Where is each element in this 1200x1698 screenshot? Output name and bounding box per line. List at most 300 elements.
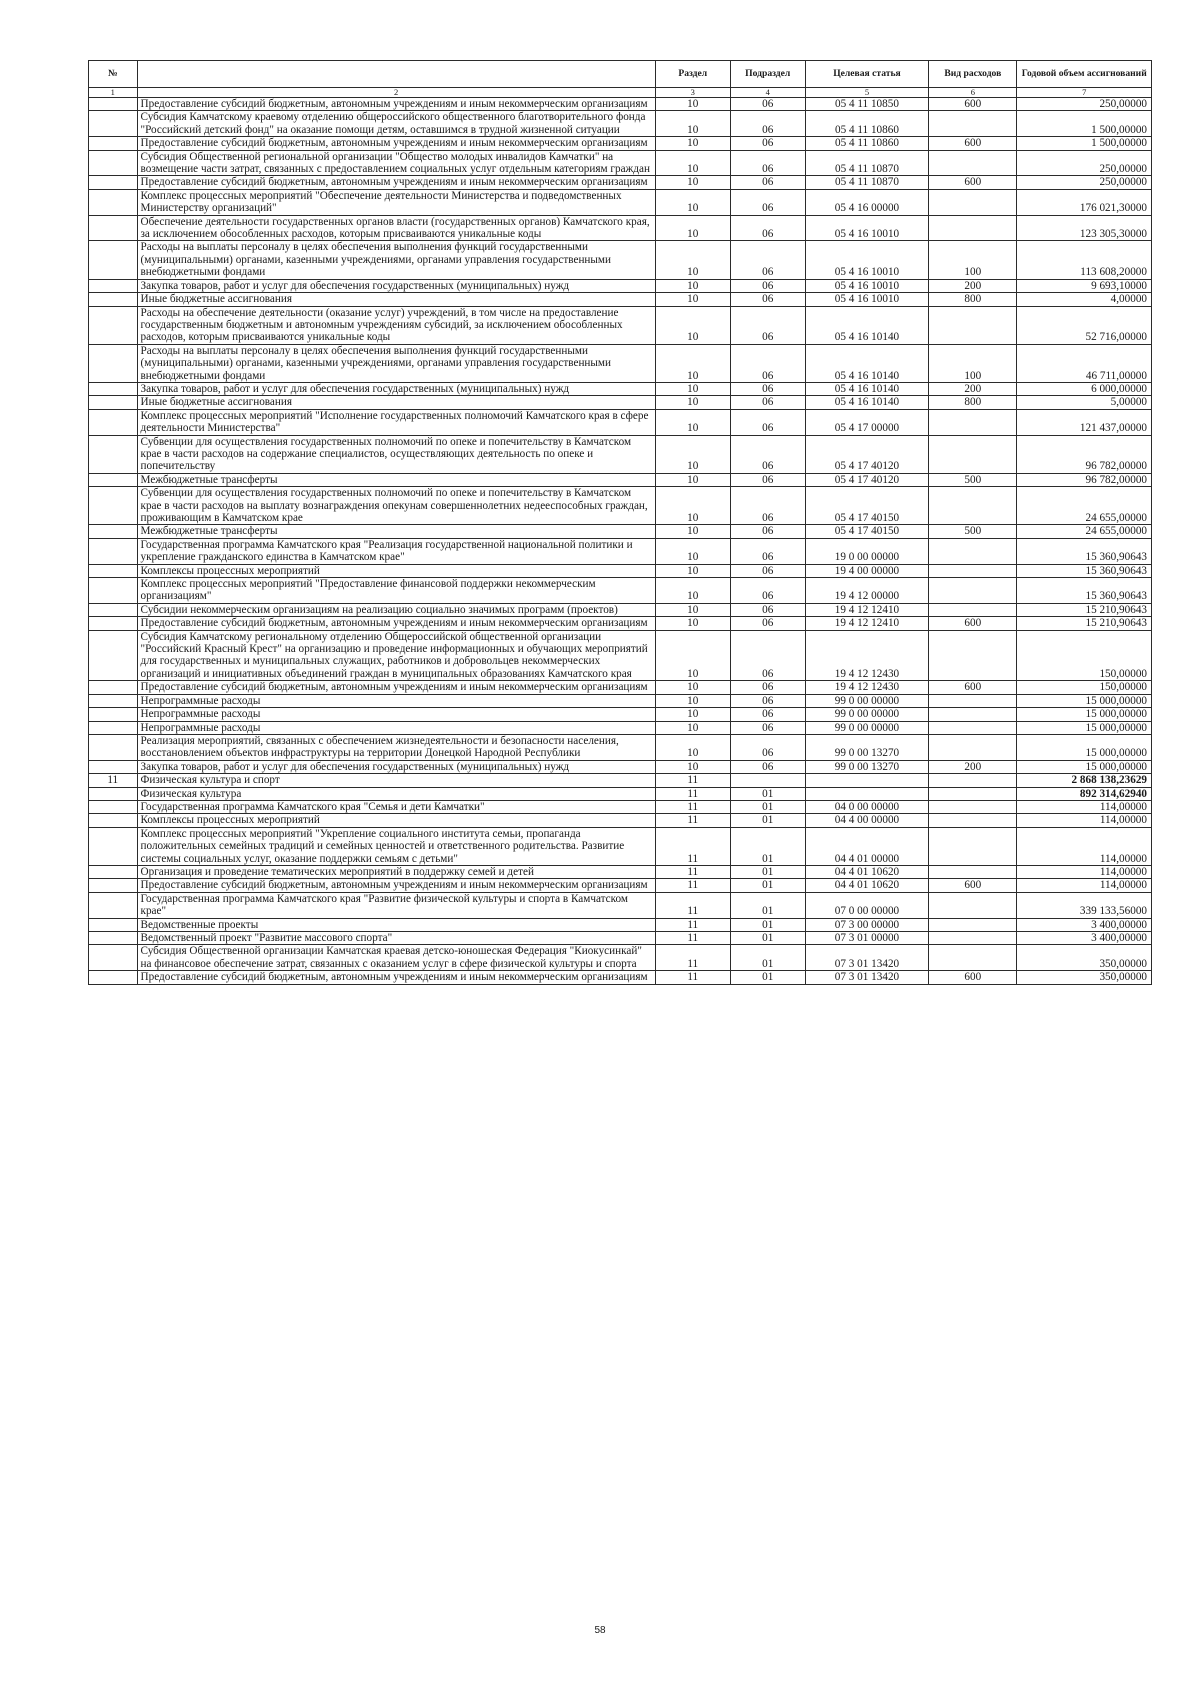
table-row [89,708,1152,721]
row-razdel: 10 [655,694,730,707]
row-name: Организация и проведение тематических мероприятий в поддержку семей и детей [137,865,655,878]
row-expense-type [929,435,1017,473]
row-name: Закупка товаров, работ и услуг для обеспечения государственных (муниципальных) нужд [137,382,655,395]
row-razdel: 11 [655,774,730,787]
row-amount: 2 868 138,23629 [1017,774,1152,787]
row-razdel: 10 [655,150,730,176]
row-name: Ведомственный проект "Развитие массового спорта" [137,932,655,945]
row-expense-type: 200 [929,279,1017,292]
row-razdel: 10 [655,176,730,189]
row-podrazdel: 06 [730,694,805,707]
header-name [137,61,655,88]
row-razdel: 10 [655,137,730,150]
row-expense-type: 800 [929,293,1017,306]
row-target-article: 19 0 00 00000 [805,538,929,564]
table-row [89,814,1152,827]
table-row [89,525,1152,538]
row-razdel: 11 [655,827,730,865]
row-expense-type: 600 [929,617,1017,630]
row-name: Закупка товаров, работ и услуг для обеспечения государственных (муниципальных) нужд [137,279,655,292]
row-name: Закупка товаров, работ и услуг для обеспечения государственных (муниципальных) нужд [137,760,655,773]
column-number: 2 [137,88,655,98]
table-row [89,827,1152,865]
row-number [89,344,138,382]
row-name: Субсидия Камчатскому региональному отделению Общероссийской общественной организации "Российский Красный Крест" на организацию и проведение информационных и обучающих мероприятий для государственных и муниципальных служащих, работников и добровольцев некоммерческих организаций и инициативных объединений граждан в муниципальных образованиях Камчатского края [137,630,655,681]
row-podrazdel: 06 [730,176,805,189]
row-podrazdel: 06 [730,564,805,577]
row-razdel: 10 [655,708,730,721]
row-razdel: 10 [655,111,730,137]
row-razdel: 10 [655,344,730,382]
row-number [89,241,138,279]
row-podrazdel: 06 [730,538,805,564]
row-razdel: 10 [655,538,730,564]
row-expense-type [929,306,1017,344]
row-podrazdel: 06 [730,708,805,721]
row-amount: 4,00000 [1017,293,1152,306]
row-number [89,396,138,409]
table-row [89,538,1152,564]
row-podrazdel: 06 [730,409,805,435]
row-podrazdel: 06 [730,396,805,409]
row-razdel: 11 [655,865,730,878]
column-number: 5 [805,88,929,98]
row-razdel: 10 [655,473,730,486]
row-amount: 15 000,00000 [1017,760,1152,773]
table-row [89,382,1152,395]
row-amount: 114,00000 [1017,865,1152,878]
table-row [89,137,1152,150]
table-row [89,396,1152,409]
table-row [89,189,1152,215]
row-podrazdel: 01 [730,827,805,865]
table-body [89,98,1152,985]
table-row [89,945,1152,971]
row-target-article: 05 4 17 40120 [805,473,929,486]
row-amount: 3 400,00000 [1017,932,1152,945]
row-podrazdel: 06 [730,111,805,137]
row-number [89,382,138,395]
row-expense-type: 200 [929,760,1017,773]
row-number [89,617,138,630]
page-number: 58 [594,1625,606,1636]
row-amount: 339 133,56000 [1017,892,1152,918]
row-amount: 15 000,00000 [1017,721,1152,734]
row-target-article: 19 4 12 12430 [805,630,929,681]
header-vid: Вид расходов [929,61,1017,88]
row-number [89,189,138,215]
row-target-article: 07 3 01 00000 [805,932,929,945]
row-number [89,473,138,486]
table-row [89,409,1152,435]
row-target-article: 05 4 11 10860 [805,111,929,137]
row-name: Субвенции для осуществления государственных полномочий по опеке и попечительству в Камчатском крае в части расходов на выплату вознаграждения опекунам совершеннолетних недееспособных граждан, проживающим в Камчатском крае [137,487,655,525]
row-number [89,760,138,773]
table-header-row [89,61,1152,88]
row-target-article: 05 4 16 10140 [805,344,929,382]
row-razdel: 10 [655,525,730,538]
row-razdel: 10 [655,382,730,395]
row-podrazdel: 06 [730,241,805,279]
row-name: Предоставление субсидий бюджетным, автономным учреждениям и иным некоммерческим организациям [137,617,655,630]
row-number [89,111,138,137]
table-row [89,774,1152,787]
row-name: Физическая культура [137,787,655,800]
row-number [89,800,138,813]
row-name: Реализация мероприятий, связанных с обеспечением жизнедеятельности и безопасности населения, восстановлением объектов инфраструктуры на территории Донецкой Народной Республики [137,734,655,760]
row-amount: 250,00000 [1017,150,1152,176]
row-amount: 350,00000 [1017,971,1152,984]
row-expense-type [929,721,1017,734]
row-expense-type: 800 [929,396,1017,409]
row-amount: 15 210,90643 [1017,617,1152,630]
row-target-article: 05 4 16 10140 [805,396,929,409]
row-amount: 15 360,90643 [1017,564,1152,577]
row-amount: 114,00000 [1017,827,1152,865]
row-razdel: 11 [655,918,730,931]
row-razdel: 10 [655,241,730,279]
row-name: Расходы на выплаты персоналу в целях обеспечения выполнения функций государственными (муниципальными) органами, казенными учреждениями, органами управления государственными внебюджетными фондами [137,344,655,382]
row-amount: 113 608,20000 [1017,241,1152,279]
row-razdel: 10 [655,409,730,435]
row-razdel: 10 [655,189,730,215]
row-name: Иные бюджетные ассигнования [137,293,655,306]
row-podrazdel: 06 [730,344,805,382]
table-row [89,241,1152,279]
row-name: Комплексы процессных мероприятий [137,564,655,577]
row-name: Предоставление субсидий бюджетным, автономным учреждениям и иным некоммерческим организациям [137,879,655,892]
row-razdel: 11 [655,892,730,918]
row-target-article: 05 4 11 10870 [805,176,929,189]
row-amount: 1 500,00000 [1017,137,1152,150]
row-number [89,150,138,176]
row-name: Предоставление субсидий бюджетным, автономным учреждениям и иным некоммерческим организациям [137,971,655,984]
table-row [89,932,1152,945]
row-target-article: 19 4 00 00000 [805,564,929,577]
row-number [89,279,138,292]
row-target-article: 99 0 00 13270 [805,734,929,760]
row-amount: 150,00000 [1017,630,1152,681]
header-no: № [89,61,138,88]
row-podrazdel: 06 [730,215,805,241]
row-amount: 9 693,10000 [1017,279,1152,292]
row-number [89,787,138,800]
row-razdel: 10 [655,279,730,292]
row-number [89,435,138,473]
row-expense-type [929,215,1017,241]
row-razdel: 10 [655,564,730,577]
row-target-article: 05 4 16 10010 [805,279,929,292]
row-number [89,137,138,150]
row-name: Комплекс процессных мероприятий "Исполнение государственных полномочий Камчатского края в сфере деятельности Министерства" [137,409,655,435]
row-number [89,879,138,892]
table-row [89,279,1152,292]
row-number [89,694,138,707]
table-row [89,344,1152,382]
table-row [89,760,1152,773]
row-target-article: 19 4 12 00000 [805,578,929,604]
row-name: Непрограммные расходы [137,694,655,707]
row-expense-type [929,564,1017,577]
row-name: Субсидии некоммерческим организациям на реализацию социально значимых программ (проектов) [137,603,655,616]
row-podrazdel: 01 [730,800,805,813]
row-name: Субсидия Общественной региональной организации "Общество молодых инвалидов Камчатки" на возмещение части затрат, связанных с предоставлением социальных услуг отдельным категориям граждан [137,150,655,176]
row-expense-type [929,932,1017,945]
table-row [89,473,1152,486]
row-target-article: 05 4 17 40150 [805,525,929,538]
row-target-article: 05 4 16 00000 [805,189,929,215]
row-razdel: 11 [655,932,730,945]
column-number: 4 [730,88,805,98]
row-amount: 350,00000 [1017,945,1152,971]
column-number-row [89,88,1152,98]
table-row [89,681,1152,694]
row-target-article: 05 4 16 10010 [805,241,929,279]
row-amount: 96 782,00000 [1017,473,1152,486]
row-expense-type: 500 [929,473,1017,486]
row-amount: 114,00000 [1017,800,1152,813]
row-number [89,603,138,616]
row-number [89,721,138,734]
row-number [89,564,138,577]
table-row [89,694,1152,707]
row-podrazdel: 01 [730,814,805,827]
row-razdel: 11 [655,800,730,813]
row-target-article: 07 3 01 13420 [805,945,929,971]
row-amount: 114,00000 [1017,879,1152,892]
table-row [89,865,1152,878]
row-podrazdel: 01 [730,945,805,971]
row-number [89,630,138,681]
budget-allocation-table [88,60,1152,985]
column-number: 7 [1017,88,1152,98]
row-razdel: 10 [655,603,730,616]
row-name: Обеспечение деятельности государственных органов власти (государственных органов) Камчатского края, за исключением обособленных расходов, которым присваиваются уникальные коды [137,215,655,241]
row-podrazdel: 06 [730,487,805,525]
row-podrazdel: 06 [730,734,805,760]
row-razdel: 10 [655,617,730,630]
row-target-article: 04 4 01 10620 [805,879,929,892]
row-expense-type: 600 [929,879,1017,892]
row-amount: 121 437,00000 [1017,409,1152,435]
row-podrazdel: 06 [730,473,805,486]
row-number [89,681,138,694]
row-amount: 176 021,30000 [1017,189,1152,215]
row-podrazdel: 06 [730,760,805,773]
table-row [89,879,1152,892]
row-target-article: 04 4 00 00000 [805,814,929,827]
table-row [89,487,1152,525]
row-number [89,918,138,931]
row-name: Непрограммные расходы [137,708,655,721]
row-number [89,892,138,918]
row-target-article: 05 4 17 40150 [805,487,929,525]
row-amount: 96 782,00000 [1017,435,1152,473]
table-row [89,564,1152,577]
row-podrazdel: 06 [730,681,805,694]
row-razdel: 10 [655,630,730,681]
row-name: Предоставление субсидий бюджетным, автономным учреждениям и иным некоммерческим организациям [137,176,655,189]
row-target-article: 07 3 00 00000 [805,918,929,931]
table-row [89,617,1152,630]
row-name: Субсидия Общественной организации Камчатская краевая детско-юношеская Федерация "Киокусинкай" на финансовое обеспечение затрат, связанных с оказанием услуг в сфере физической культуры и спорта [137,945,655,971]
row-name: Комплекс процессных мероприятий "Предоставление финансовой поддержки некоммерческим организациям" [137,578,655,604]
row-name: Расходы на обеспечение деятельности (оказание услуг) учреждений, в том числе на предоставление государственным бюджетным и автономным учреждениям субсидий, за исключением обособленных расходов, которым присваиваются уникальные коды [137,306,655,344]
row-target-article: 05 4 11 10870 [805,150,929,176]
row-razdel: 10 [655,721,730,734]
row-podrazdel: 01 [730,932,805,945]
row-expense-type [929,800,1017,813]
row-amount: 250,00000 [1017,98,1152,111]
header-podrazdel: Подраздел [730,61,805,88]
row-target-article: 05 4 16 10010 [805,215,929,241]
header-obem: Годовой объем ассигнований [1017,61,1152,88]
row-name: Комплекс процессных мероприятий "Укрепление социального института семьи, пропаганда положительных семейных традиций и семейных ценностей и ответственного родительства. Развитие системы социальных услуг, оказание поддержки семьям с детьми" [137,827,655,865]
row-razdel: 10 [655,306,730,344]
row-razdel: 11 [655,945,730,971]
row-amount: 1 500,00000 [1017,111,1152,137]
row-amount: 114,00000 [1017,814,1152,827]
row-amount: 15 000,00000 [1017,694,1152,707]
row-number [89,293,138,306]
row-target-article: 99 0 00 00000 [805,708,929,721]
row-amount: 150,00000 [1017,681,1152,694]
row-podrazdel: 01 [730,787,805,800]
row-razdel: 10 [655,435,730,473]
row-number [89,945,138,971]
row-amount: 15 210,90643 [1017,603,1152,616]
row-target-article: 07 0 00 00000 [805,892,929,918]
table-row [89,971,1152,984]
row-name: Комплекс процессных мероприятий "Обеспечение деятельности Министерства и подведомственных Министерству организаций" [137,189,655,215]
row-razdel: 10 [655,734,730,760]
table-row [89,800,1152,813]
row-number [89,971,138,984]
row-number [89,409,138,435]
row-expense-type [929,111,1017,137]
row-name: Государственная программа Камчатского края "Семья и дети Камчатки" [137,800,655,813]
header-tselevaya: Целевая статья [805,61,929,88]
row-name: Государственная программа Камчатского края "Развитие физической культуры и спорта в Камчатском крае" [137,892,655,918]
row-target-article [805,774,929,787]
row-expense-type [929,694,1017,707]
row-expense-type [929,603,1017,616]
row-target-article: 04 4 01 00000 [805,827,929,865]
row-name: Межбюджетные трансферты [137,473,655,486]
row-razdel: 11 [655,814,730,827]
row-expense-type: 100 [929,344,1017,382]
row-podrazdel: 06 [730,525,805,538]
table-row [89,603,1152,616]
row-name: Физическая культура и спорт [137,774,655,787]
row-target-article: 05 4 17 00000 [805,409,929,435]
row-expense-type [929,578,1017,604]
row-podrazdel: 06 [730,382,805,395]
row-name: Предоставление субсидий бюджетным, автономным учреждениям и иным некоммерческим организациям [137,98,655,111]
row-razdel: 10 [655,293,730,306]
row-expense-type [929,787,1017,800]
column-number: 6 [929,88,1017,98]
row-expense-type [929,538,1017,564]
row-name: Государственная программа Камчатского края "Реализация государственной национальной политики и укрепление гражданского единства в Камчатском крае" [137,538,655,564]
row-target-article: 19 4 12 12410 [805,603,929,616]
row-expense-type: 600 [929,137,1017,150]
row-number [89,734,138,760]
row-razdel: 10 [655,578,730,604]
row-expense-type [929,734,1017,760]
row-target-article: 99 0 00 00000 [805,721,929,734]
row-amount: 24 655,00000 [1017,525,1152,538]
row-number [89,932,138,945]
row-name: Комплексы процессных мероприятий [137,814,655,827]
row-podrazdel: 06 [730,98,805,111]
row-target-article [805,787,929,800]
row-podrazdel: 06 [730,603,805,616]
row-razdel: 11 [655,971,730,984]
row-number [89,538,138,564]
row-expense-type [929,865,1017,878]
row-podrazdel: 06 [730,137,805,150]
row-expense-type [929,409,1017,435]
row-expense-type [929,774,1017,787]
row-expense-type [929,487,1017,525]
row-number [89,865,138,878]
row-podrazdel: 06 [730,721,805,734]
row-target-article: 05 4 11 10860 [805,137,929,150]
row-expense-type [929,150,1017,176]
row-target-article: 04 0 00 00000 [805,800,929,813]
row-expense-type: 500 [929,525,1017,538]
row-expense-type: 600 [929,681,1017,694]
row-number [89,814,138,827]
row-podrazdel: 01 [730,971,805,984]
row-name: Предоставление субсидий бюджетным, автономным учреждениям и иным некоммерческим организациям [137,681,655,694]
row-name: Предоставление субсидий бюджетным, автономным учреждениям и иным некоммерческим организациям [137,137,655,150]
table-row [89,892,1152,918]
row-expense-type [929,630,1017,681]
table-row [89,293,1152,306]
row-podrazdel: 06 [730,630,805,681]
row-name: Межбюджетные трансферты [137,525,655,538]
row-target-article: 04 4 01 10620 [805,865,929,878]
table-row [89,98,1152,111]
row-razdel: 10 [655,98,730,111]
column-number: 3 [655,88,730,98]
row-amount: 892 314,62940 [1017,787,1152,800]
budget-table-page [88,60,1152,985]
row-target-article: 05 4 16 10010 [805,293,929,306]
row-razdel: 10 [655,681,730,694]
row-amount: 3 400,00000 [1017,918,1152,931]
row-name: Непрограммные расходы [137,721,655,734]
table-row [89,111,1152,137]
row-podrazdel: 06 [730,617,805,630]
row-podrazdel: 06 [730,189,805,215]
table-row [89,150,1152,176]
table-row [89,578,1152,604]
row-podrazdel: 06 [730,279,805,292]
row-number: 11 [89,774,138,787]
row-amount: 15 360,90643 [1017,578,1152,604]
row-amount: 15 360,90643 [1017,538,1152,564]
row-expense-type [929,708,1017,721]
row-name: Субвенции для осуществления государственных полномочий по опеке и попечительству в Камчатском крае в части расходов на содержание специалистов, осуществляющих деятельность по опеке и попечительству [137,435,655,473]
row-podrazdel [730,774,805,787]
row-razdel: 10 [655,760,730,773]
row-target-article: 99 0 00 13270 [805,760,929,773]
row-podrazdel: 06 [730,150,805,176]
row-name: Расходы на выплаты персоналу в целях обеспечения выполнения функций государственными (муниципальными) органами, казенными учреждениями, органами управления государственными внебюджетными фондами [137,241,655,279]
